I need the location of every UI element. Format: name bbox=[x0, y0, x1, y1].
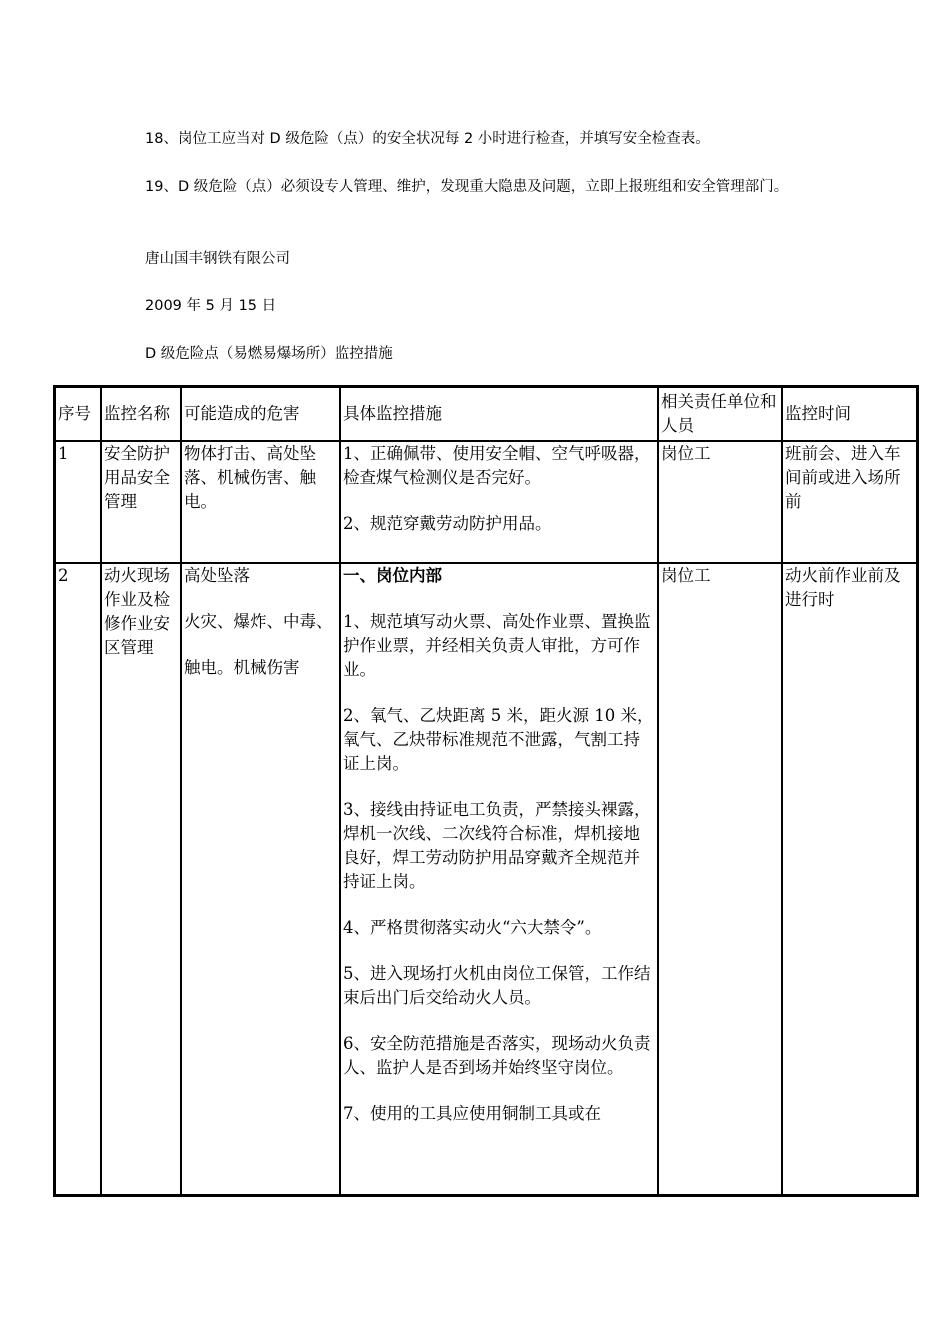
measure-item: 1、正确佩带、使用安全帽、空气呼吸器，检查煤气检测仪是否完好。 bbox=[343, 444, 651, 487]
row-monitor-name: 安全防护用品安全管理 bbox=[101, 441, 181, 563]
measure-item: 6、安全防范措施是否落实，现场动火负责人、监护人是否到场并始终坚守岗位。 bbox=[343, 1034, 651, 1077]
monitoring-table bbox=[53, 385, 919, 1197]
measure-item: 2、规范穿戴劳动防护用品。 bbox=[343, 514, 552, 533]
row-seq: 2 bbox=[55, 563, 101, 1195]
issue-date: 2009 年 5 月 15 日 bbox=[145, 298, 277, 314]
row-responsible: 岗位工 bbox=[658, 563, 782, 1195]
company-name: 唐山国丰钢铁有限公司 bbox=[145, 251, 290, 267]
header-hazard: 可能造成的危害 bbox=[181, 387, 340, 441]
table-row bbox=[55, 441, 917, 563]
measure-item: 2、氧气、乙炔距离 5 米，距火源 10 米，氧气、乙炔带标准规范不泄露，气割工持证上岗。 bbox=[343, 706, 654, 773]
measure-item: 4、严格贯彻落实动火“六大禁令”。 bbox=[343, 918, 602, 937]
hazard-item: 高处坠落 bbox=[184, 566, 250, 585]
row-monitor-name: 动火现场作业及检修作业安区管理 bbox=[101, 563, 181, 1195]
paragraph-item-18: 18、岗位工应当对 D 级危险（点）的安全状况每 2 小时进行检查，并填写安全检查表。 bbox=[145, 131, 710, 147]
header-monitor-time: 监控时间 bbox=[782, 387, 917, 441]
header-seq: 序号 bbox=[55, 387, 101, 441]
header-measures: 具体监控措施 bbox=[340, 387, 658, 441]
monitoring-table-container bbox=[53, 385, 915, 1197]
hazard-item: 触电。机械伤害 bbox=[184, 658, 300, 677]
measure-item: 1、规范填写动火票、高处作业票、置换监护作业票，并经相关负责人审批，方可作业。 bbox=[343, 612, 651, 679]
row-hazard bbox=[181, 563, 340, 1195]
header-monitor-name: 监控名称 bbox=[101, 387, 181, 441]
table-title: D 级危险点（易燃易爆场所）监控措施 bbox=[145, 346, 393, 362]
paragraph-item-19: 19、D 级危险（点）必须设专人管理、维护，发现重大隐患及问题，立即上报班组和安全管理部门。 bbox=[145, 179, 789, 195]
row-seq: 1 bbox=[55, 441, 101, 563]
table-row bbox=[55, 563, 917, 1195]
measures-heading: 一、岗位内部 bbox=[343, 566, 442, 585]
row-measures bbox=[340, 441, 658, 563]
row-monitor-time: 班前会、进入车间前或进入场所前 bbox=[782, 441, 917, 563]
row-hazard: 物体打击、高处坠落、机械伤害、触电。 bbox=[181, 441, 340, 563]
row-monitor-time: 动火前作业前及进行时 bbox=[782, 563, 917, 1195]
hazard-item: 火灾、爆炸、中毒、 bbox=[184, 612, 333, 631]
measure-item: 3、接线由持证电工负责，严禁接头裸露，焊机一次线、二次线符合标准，焊机接地良好，焊工劳动防护用品穿戴齐全规范并持证上岗。 bbox=[343, 800, 651, 891]
table-header-row bbox=[55, 387, 917, 441]
measure-item: 7、使用的工具应使用铜制工具或在 bbox=[343, 1104, 601, 1123]
measure-item: 5、进入现场打火机由岗位工保管，工作结束后出门后交给动火人员。 bbox=[343, 964, 651, 1007]
row-measures bbox=[340, 563, 658, 1195]
header-responsible: 相关责任单位和人员 bbox=[658, 387, 782, 441]
row-responsible: 岗位工 bbox=[658, 441, 782, 563]
